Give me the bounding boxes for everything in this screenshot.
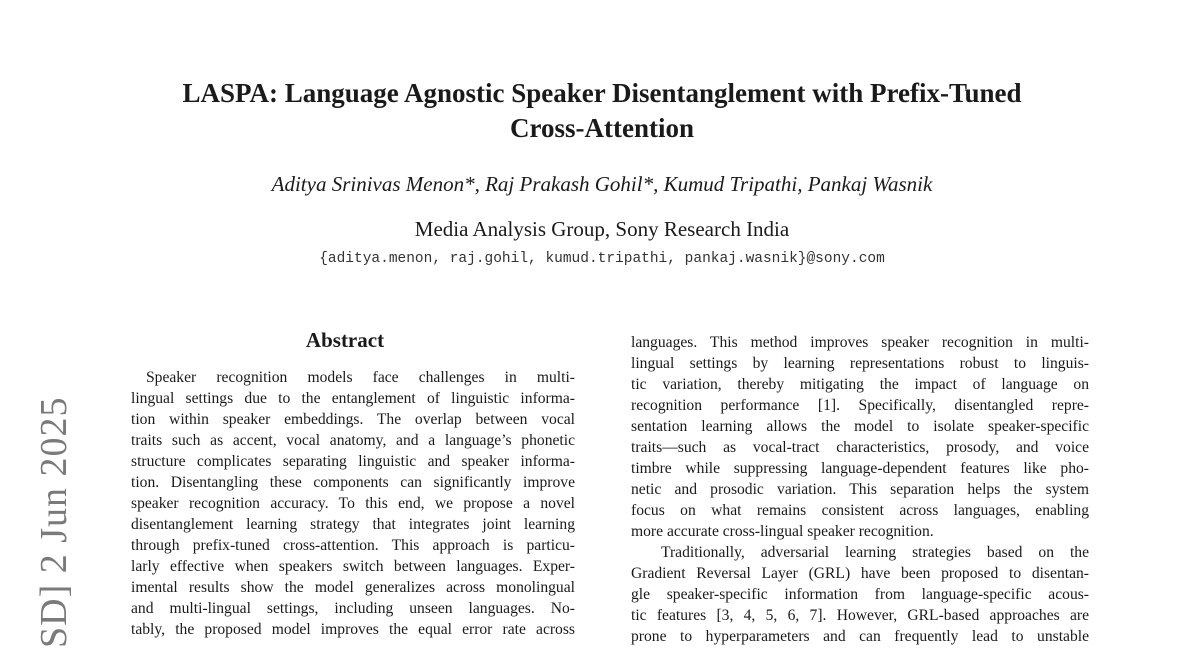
body-line: Gradient Reversal Layer (GRL) have been proposed to disentan- — [631, 565, 1089, 582]
body-line: timbre while suppressing language-dependent features like pho- — [631, 460, 1089, 477]
intro-body — [631, 332, 1089, 647]
affiliation: Media Analysis Group, Sony Research India — [414, 217, 790, 241]
abstract-line: and multi-lingual settings, including unseen languages. No- — [131, 600, 575, 617]
paper-title-line-1: LASPA: Language Agnostic Speaker Disentanglement with Prefix-Tuned — [182, 78, 1022, 108]
abstract-line: larly effective when speakers switch between languages. Exper- — [131, 558, 575, 575]
abstract-line: structure complicates separating linguistic and speaker informa- — [131, 453, 575, 470]
author-emails: {aditya.menon, raj.gohil, kumud.tripathi, pankaj.wasnik}@sony.com — [319, 251, 885, 267]
abstract-line: through prefix-tuned cross-attention. This approach is particu- — [131, 537, 575, 554]
paper-title — [100, 76, 1104, 146]
body-line: recognition performance [1]. Specifically, disentangled repre- — [631, 397, 1089, 414]
body-line: Traditionally, adversarial learning strategies based on the — [661, 544, 1089, 561]
body-line: gle speaker-specific information from language-specific acous- — [631, 586, 1089, 603]
body-line: tic features [3, 4, 5, 6, 7]. However, GRL-based approaches are — [631, 607, 1089, 624]
abstract-line: lingual settings due to the entanglement of linguistic informa- — [131, 390, 575, 407]
body-line: tic variation, thereby mitigating the impact of language on — [631, 376, 1089, 393]
abstract-line: tion. Disentangling these components can significantly improve — [131, 474, 575, 491]
abstract-line: tion within speaker embeddings. The overlap between vocal — [131, 411, 575, 428]
body-line: languages. This method improves speaker recognition in multi- — [631, 334, 1089, 351]
body-line: sentation learning allows the model to isolate speaker-specific — [631, 418, 1089, 435]
body-line: lingual settings by learning representations robust to linguis- — [631, 355, 1089, 372]
abstract-line: speaker recognition accuracy. To this end, we propose a novel — [131, 495, 575, 512]
paper-title-line-2: Cross-Attention — [510, 113, 694, 143]
body-line: traits—such as vocal-tract characteristics, prosody, and voice — [631, 439, 1089, 456]
abstract-line: Speaker recognition models face challenges in multi- — [146, 369, 575, 386]
body-line: more accurate cross-lingual speaker recognition. — [631, 523, 934, 540]
abstract-heading: Abstract — [305, 328, 385, 352]
abstract-line: imental results show the model generalizes across monolingual — [131, 579, 575, 596]
abstract-line: tably, the proposed model improves the equal error rate across — [131, 621, 575, 638]
body-line: netic and prosodic variation. This separation helps the system — [631, 481, 1089, 498]
arxiv-side-stamp: SD] 2 Jun 2025 — [33, 396, 75, 648]
author-list: Aditya Srinivas Menon*, Raj Prakash Gohil*, Kumud Tripathi, Pankaj Wasnik — [271, 172, 933, 196]
abstract-line: traits such as accent, vocal anatomy, and a language’s phonetic — [131, 432, 575, 449]
abstract-body — [131, 367, 575, 640]
abstract-line: disentanglement learning strategy that integrates joint learning — [131, 516, 575, 533]
body-line: prone to hyperparameters and can frequently lead to unstable — [631, 628, 1089, 645]
body-line: focus on what remains consistent across languages, enabling — [631, 502, 1089, 519]
